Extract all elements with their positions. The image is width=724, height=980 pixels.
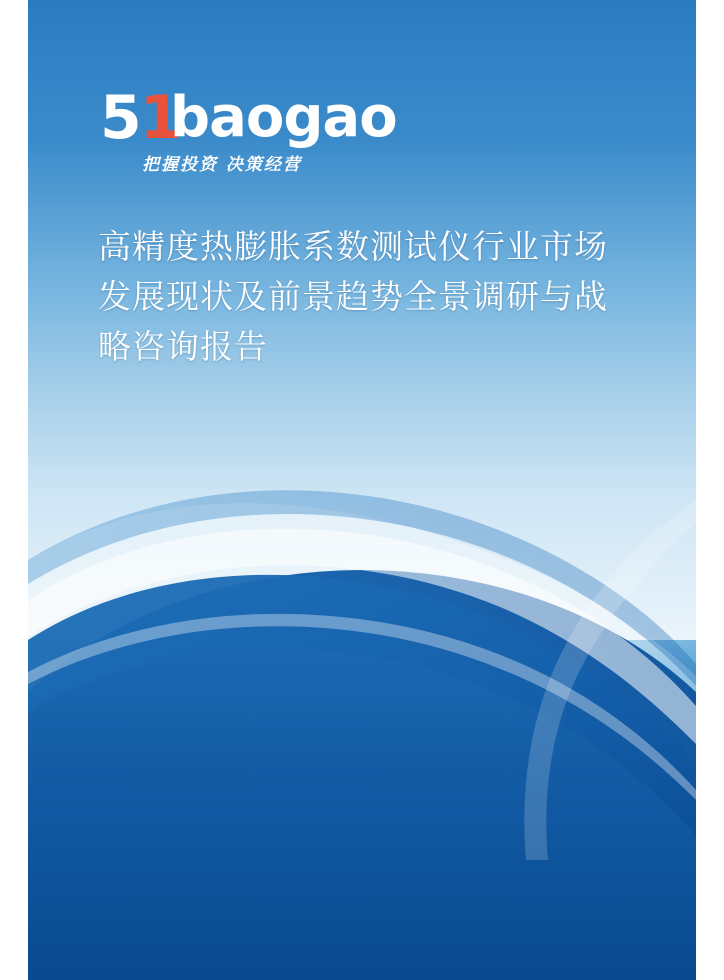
logo-digit-accent: 1: [139, 83, 180, 153]
brand-logo: [100, 83, 400, 178]
logo-wordmark: baogao: [170, 85, 397, 150]
report-title: 高精度热膨胀系数测试仪行业市场发展现状及前景趋势全景调研与战略咨询报告: [98, 227, 608, 366]
logo-mark: [100, 83, 180, 153]
logo-tagline: 把握投资 决策经营: [142, 155, 302, 175]
cover-panel: [28, 0, 696, 980]
logo-digit: 5: [100, 83, 140, 153]
